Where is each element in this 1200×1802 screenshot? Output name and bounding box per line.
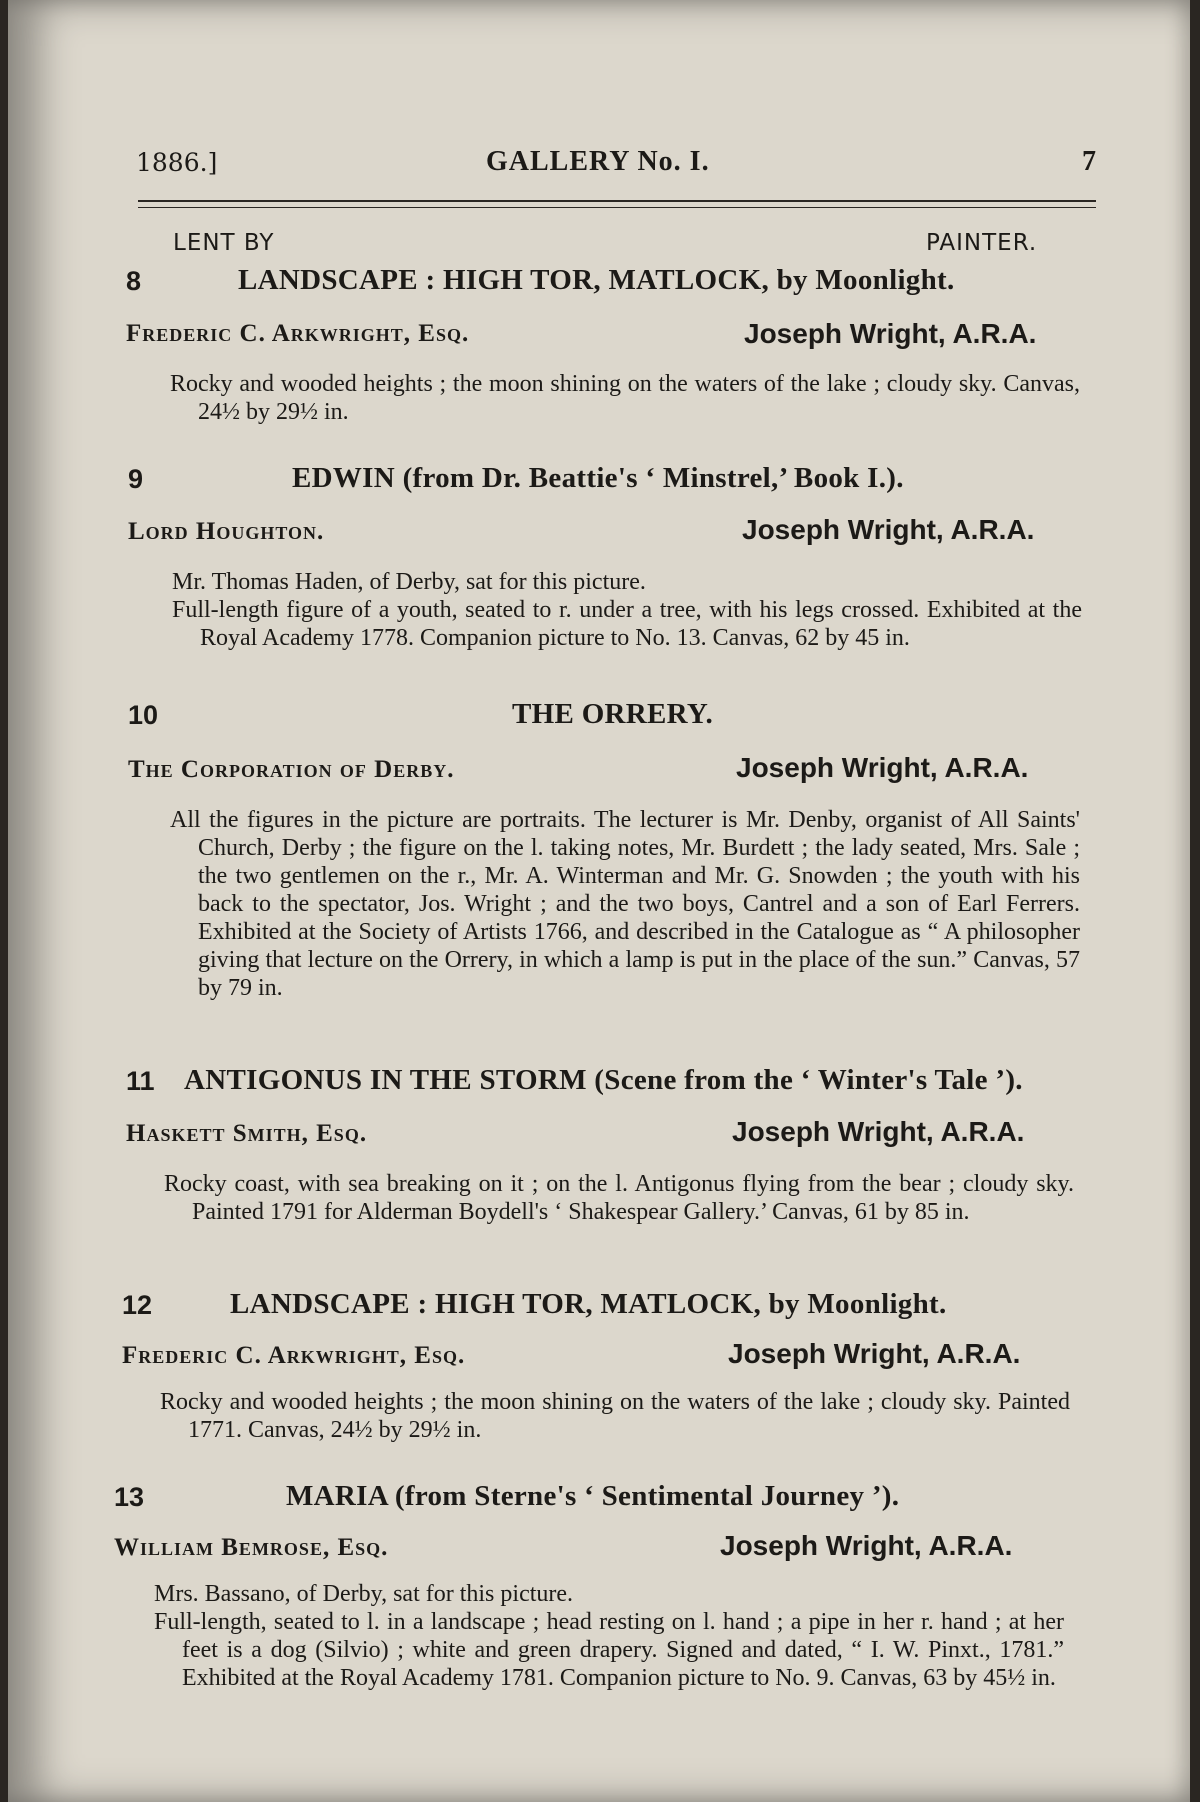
entry-number: 11 (126, 1066, 155, 1096)
entry-painter: Joseph Wright, A.R.A. (720, 1530, 1013, 1561)
entry-title: EDWIN (from Dr. Beattie's ‘ Minstrel,’ Book I.). (292, 462, 904, 494)
description-paragraph: Mr. Thomas Haden, of Derby, sat for this picture. (172, 569, 646, 595)
entry-number: 8 (126, 266, 142, 296)
description-paragraph: Mrs. Bassano, of Derby, sat for this picture. (154, 1581, 574, 1607)
header-year: 1886.] (136, 148, 218, 177)
description-paragraph: All the figures in the picture are portraits. The lecturer is Mr. Denby, organist of All Saints' Church, Derby ; the figure on the l. taking notes, Mr. Burdett ; the lady seated, Mrs. Sale ; the two gentlemen on the r., Mr. A. Winterman and Mr. G. Snowden ; the youth with his back to the spectator, Jos. Wright ; and the two boys, Cantrel and a son of Earl Ferrers. Exhibited at the Society of Artists 1766, and described in the Catalogue as “ A philosopher giving that lecture on the Orrery, in which a lamp is put in the place of the sun.” Canvas, 57 by 79 in. (170, 807, 1080, 1001)
entry-title: MARIA (from Sterne's ‘ Sentimental Journey ’). (286, 1480, 900, 1512)
entry-title: THE ORRERY. (512, 698, 714, 730)
description-paragraph: Full-length, seated to l. in a landscape ; head resting on l. hand ; a pipe in her r. hand ; at her feet is a dog (Silvio) ; white and green drapery. Signed and dated, “ I. W. Pinxt., 1781.” Exhibited at the Royal Academy 1781. Companion picture to No. 9. Canvas, 63 by 45½ in. (154, 1609, 1064, 1691)
entry-description (154, 1580, 1064, 1692)
entry-painter: Joseph Wright, A.R.A. (742, 514, 1035, 545)
header-rule-thin (138, 207, 1096, 208)
header-rule (138, 200, 1096, 202)
entry-number: 9 (128, 464, 144, 494)
description-paragraph: Rocky and wooded heights ; the moon shining on the waters of the lake ; cloudy sky. Canvas, 24½ by 29½ in. (170, 371, 1080, 425)
description-paragraph: Rocky and wooded heights ; the moon shining on the waters of the lake ; cloudy sky. Painted 1771. Canvas, 24½ by 29½ in. (160, 1389, 1070, 1443)
entry-painter: Joseph Wright, A.R.A. (728, 1338, 1021, 1369)
entry-lender: Frederic C. Arkwright, Esq. (126, 320, 470, 347)
entry-lender: Frederic C. Arkwright, Esq. (122, 1342, 466, 1369)
entry-title: LANDSCAPE : HIGH TOR, MATLOCK, by Moonlight. (230, 1288, 947, 1320)
page-header (126, 148, 1096, 182)
description-paragraph: Rocky coast, with sea breaking on it ; on the l. Antigonus flying from the bear ; cloudy sky. Painted 1791 for Alderman Boydell's ‘ Shakespear Gallery.’ Canvas, 61 by 85 in. (164, 1171, 1074, 1225)
column-heading-painter: PAINTER. (926, 230, 1038, 256)
catalogue-page (8, 0, 1190, 1802)
entry-lender: William Bemrose, Esq. (114, 1534, 389, 1561)
entry-painter: Joseph Wright, A.R.A. (736, 752, 1029, 783)
entry-description (164, 1170, 1074, 1226)
header-title: GALLERY No. I. (486, 146, 710, 177)
entry-title: LANDSCAPE : HIGH TOR, MATLOCK, by Moonlight. (238, 264, 955, 296)
entry-number: 10 (128, 700, 159, 730)
entry-painter: Joseph Wright, A.R.A. (732, 1116, 1025, 1147)
entry-number: 12 (122, 1290, 153, 1320)
entry-title: ANTIGONUS IN THE STORM (Scene from the ‘ Winter's Tale ’). (184, 1064, 1023, 1096)
description-paragraph: Full-length figure of a youth, seated to r. under a tree, with his legs crossed. Exhibited at the Royal Academy 1778. Companion picture to No. 13. Canvas, 62 by 45 in. (172, 597, 1082, 651)
page-number: 7 (1082, 146, 1096, 177)
entry-description (170, 370, 1080, 426)
entry-description (172, 568, 1082, 652)
entry-description (170, 806, 1080, 1002)
entry-number: 13 (114, 1482, 145, 1512)
entry-lender: Lord Houghton. (128, 518, 325, 545)
entry-lender: Haskett Smith, Esq. (126, 1120, 368, 1147)
entry-painter: Joseph Wright, A.R.A. (744, 318, 1037, 349)
column-heading-lent-by: LENT BY (173, 230, 275, 256)
entry-description (160, 1388, 1070, 1444)
entry-lender: The Corporation of Derby. (128, 756, 455, 783)
